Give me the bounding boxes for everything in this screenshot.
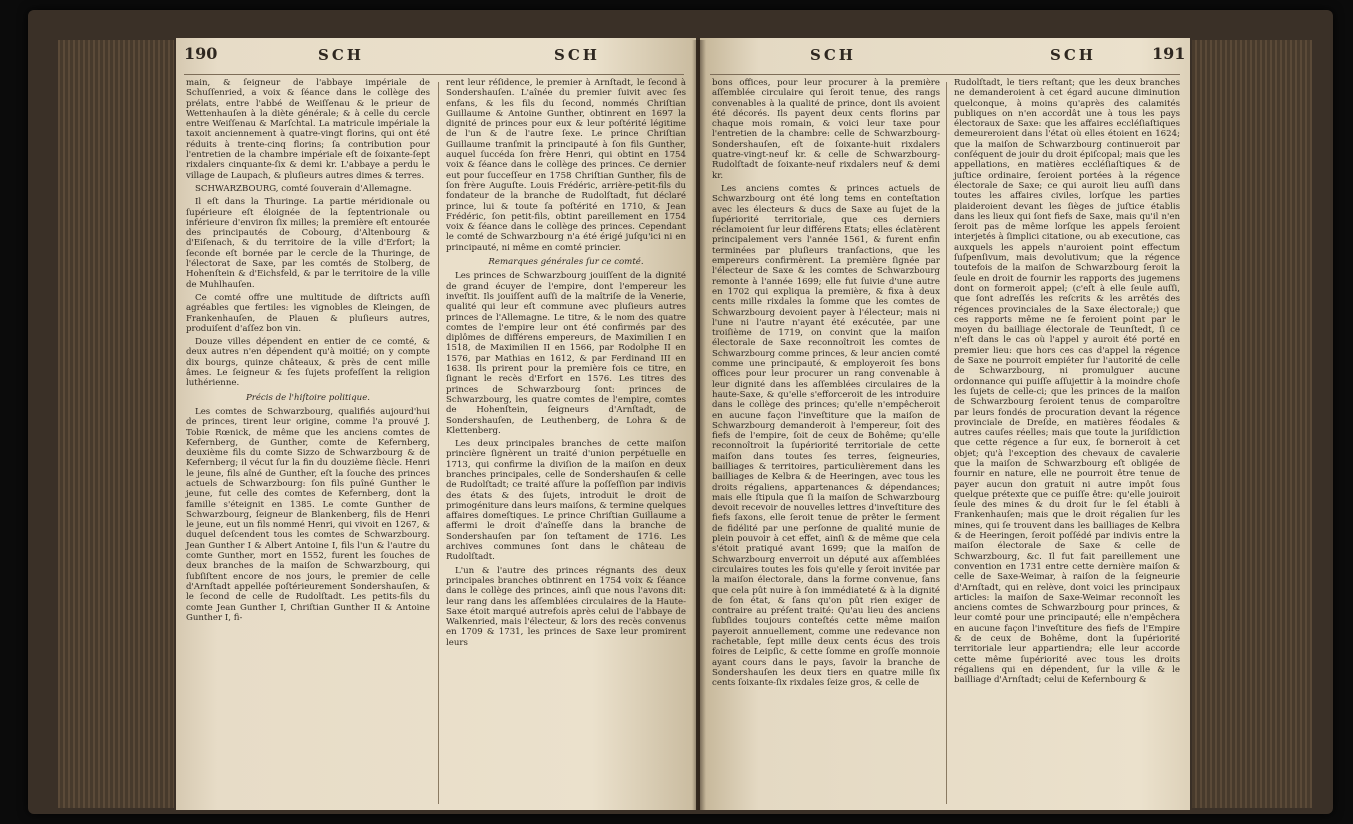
column-divider-right xyxy=(946,82,947,804)
paragraph: Douze villes dépendent en entier de ce comté, & deux autres n'en dépendent qu'à moitié; on y compte dix bourgs, quinze châteaux, & près de cent mille âmes. Le ſeigneur & ſes ſujets profeſſent la religion luthérienne. xyxy=(186,337,430,389)
paragraph: bons offices, pour leur procurer à la première aſſemblée circulaire qui ſeroit tenue, des rangs convenables à la qualité de prince, dont ils avoient été décorés. Ils payent deux cents florins par chaque mois romain, & voici leur taxe pour l'entretien de la chambre: celle de Schwarzbourg-Sondershauſen, eſt de ſoixante-huit rixdalers quatre-vingt-neuf kr. & celle de Schwarzbourg-Rudolſtadt de ſoixante-neuf rixdalers neuf & demi kr. xyxy=(712,78,940,181)
left-column-1 xyxy=(186,78,430,626)
paragraph: Il eſt dans la Thuringe. La partie méridionale ou ſupérieure eſt éloignée de la ſeptentrionale ou inférieure d'environ ſix milles; la première eſt entourée des principautés de Cobourg, d'Altenbourg & d'Eiſenach, & du territoire de la ville d'Erfort; la ſeconde eſt bornée par le cercle de la Thuringe, de l'électorat de Saxe, par les comtés de Stolberg, de Hohenſtein & d'Eichsfeld, & par le territoire de la ville de Muhlhauſen. xyxy=(186,197,430,290)
right-page-stack xyxy=(1192,40,1312,808)
column-divider-left xyxy=(438,82,439,804)
paragraph: Les comtes de Schwarzbourg, qualifiés aujourd'hui de princes, tirent leur origine, comme l'a prouvé J. Tobie Rœnick, de même que les anciens comtes de Kefernberg, de Gunther, comte de Kefernberg, deuxième fils du comte Sizzo de Schwarzbourg & de Kefernberg; il vécut ſur la fin du douzième ſiècle. Henri le jeune, fils aîné de Gunther, eſt la ſouche des princes actuels de Schwarzbourg: ſon fils puîné Gunther le jeune, fut celle des comtes de Kefernberg, dont la famille s'éteignit en 1385. Le comte Gunther de Schwarzbourg, ſeigneur de Blankenberg, fils de Henri le jeune, eut un fils nommé Henri, qui vivoit en 1267, & duquel deſcendent tous les comtes de Schwarzbourg. Jean Gunther I & Albert Antoine I, fils l'un & l'autre du comte Gunther, mort en 1552, furent les ſouches de deux branches de la maiſon de Schwarzbourg, qui ſubſiſtent encore de nos jours, le premier de celle d'Arnſtadt appellée poſtérieurement Sondershauſen, & le ſecond de celle de Rudolſtadt. Les petits-fils du comte Jean Gunther I, Chriſtian Gunther II & Antoine Gunther I, fi- xyxy=(186,406,430,623)
running-head-right-2: SCH xyxy=(1050,46,1096,64)
paragraph: Les anciens comtes & princes actuels de Schwarzbourg ont été long tems en conteſtation avec les électeurs & ducs de Saxe au ſujet de la ſupériorité territoriale, que ces derniers réclamoient ſur leur différens Etats; elles éclatèrent principalement vers l'année 1561, & furent enfin terminées par pluſieurs tranſactions, que les empereurs confirmèrent. La première ſignée par l'électeur de Saxe & les comtes de Schwarzbourg remonte à l'année 1699; elle fut ſuivie d'une autre en 1702 qui expliqua la première, & fixa à deux cents mille rixdales la ſomme que les comtes de Schwarzbourg devoient payer à l'électeur; mais ni l'une ni l'autre n'ayant été exécutée, par une troiſième de 1719, on convint que la maiſon électorale de Saxe reconnoîtroit les comtes de Schwarzbourg comme princes, & leur ancien comté comme une principauté, & employeroit ſes bons offices pour leur procurer un rang convenable à leur dignité dans les aſſemblées circulaires de la haute-Saxe, & qu'elle s'efforceroit de les introduire dans le collège des princes; qu'elle n'empêcheroit en aucune façon l'inveſtiture que la maiſon de Schwarzbourg demanderoit à l'empereur, ſoit des fiefs de l'empire, ſoit de ceux de Bohême; qu'elle reconnoîtroit la ſupériorité territoriale de cette maiſon dans toutes ſes terres, ſeigneuries, bailliages & territoires, particulièrement dans les bailliages de Kelbra & de Heeringen, avec tous les droits régaliens, appartenances & dépendances; mais elle ſtipula que ſi la maiſon de Schwarzbourg devoit recevoir de nouvelles lettres d'inveſtiture des fiefs ſaxons, elle ſeroit tenue de prêter le ſerment de fidélité par une perſonne de qualité munie de plein pouvoir à cet effet, ainſi & de même que cela s'étoit pratiqué avant 1699; que la maiſon de Schwarzbourg enverroit un député aux aſſemblées circulaires toutes les fois qu'elle y ſeroit invitée par la maiſon électorale, dans la forme convenue, ſans que cela pût nuire à ſon immédiateté & à la dignité de ſon état, & ſans qu'on pût rien exiger de contraire au préſent traité: Qu'au lieu des anciens ſubſides toujours conteſtés cette même maiſon payeroit annuellement, comme une redevance non rachetable, ſept mille deux cents écus des trois foires de Leipſic, & cette ſomme en groſſe monnoie ayant cours dans le pays, ſavoir la branche de Sondershauſen les deux tiers en quatre mille ſix cents ſoixante-ſix rixdales ſeize gros, & celle de xyxy=(712,183,940,689)
open-book xyxy=(28,10,1333,814)
left-page-stack xyxy=(58,40,174,808)
page-number-right: 191 xyxy=(1152,44,1186,63)
section-subtitle: Précis de l'hiſtoire politique. xyxy=(245,392,371,403)
running-head-right-1: SCH xyxy=(810,46,856,64)
running-head-left-2: SCH xyxy=(554,46,600,64)
page-number-left: 190 xyxy=(184,44,218,63)
paragraph: rent leur réſidence, le premier à Arnſtadt, le ſecond à Sondershauſen. L'aînée du premier ſuivit avec ſes enfans, & les fils du ſecond, nommés Chriſtian Guillaume & Antoine Gunther, obtinrent en 1697 la dignité de princes pour eux & leur poſtérité légitime de l'un & de l'autre ſexe. Le prince Chriſtian Guillaume tranſmit la principauté à ſon fils Gunther, auquel ſuccéda ſon frère Henri, qui obtint en 1754 voix & ſéance dans le collège des princes. Ce dernier eut pour ſucceſſeur en 1758 Chriſtian Gunther, fils de ſon frère Auguſte. Louis Frédéric, arrière-petit-fils du fondateur de la branche de Rudolſtadt, fut déclaré prince, lui & toute ſa poſtérité en 1710, & Jean Frédéric, ſon petit-fils, obtint pareillement en 1754 voix & ſéance dans le collège des princes. Cependant le comté de Schwarzbourg n'a été érigé juſqu'ici ni en principauté, ni même en comté princier. xyxy=(446,78,686,253)
left-column-2 xyxy=(446,78,686,651)
running-head-left-1: SCH xyxy=(318,46,364,64)
right-column-2 xyxy=(954,78,1180,689)
right-page xyxy=(700,38,1190,810)
section-title: SCHWARZBOURG, comté ſouverain d'Allemagne. xyxy=(195,183,412,194)
paragraph: Ce comté offre une multitude de diſtricts auſſi agréables que fertiles: les vignobles de Kleingen, de Frankenhauſen, de Plauen & pluſieurs autres, produiſent d'aſſez bon vin. xyxy=(186,292,430,334)
book-gutter xyxy=(692,40,706,810)
paragraph: Rudolſtadt, le tiers reſtant; que les deux branches ne demanderoient à cet égard aucune diminution quelconque, à moins qu'après des calamités publiques on n'en accordât une à tous les pays électoraux de Saxe: que les affaires eccléſiaſtiques demeureroient dans l'état où elles étoient en 1624; que la maiſon de Schwarzbourg continueroit par conſéquent de jouir du droit épiſcopal; mais que les appellations, en matières eccléſiaſtiques & de juſtice ordinaire, ſeroient portées à la régence électorale de Saxe; ce qui auroit lieu auſſi dans toutes les affaires civiles, lorſque les parties plaideroient devant les ſièges de juſtice établis dans les lieux qui ſont fiefs de Saxe, mais qu'il n'en ſeroit pas de même lorſque les appels ſeroient interjetés à ſimplici citatione, ou ab executione, cas auxquels les appels n'auroient point effectum ſuſpenſivum, mais devolutivum; que la régence toutefois de la maiſon de Schwarzbourg ſeroit la ſeule en droit de fournir les rapports des jugemens dont on formeroit appel; (c'eſt à elle ſeule auſſi, que ſont adreſſés les reſcrits & les arrêtés des régences provinciales de la Saxe électorale;) que ces rapports même ne ſe feroient point par le moyen du bailliage électorale de Teunſtedt, ſi ce n'eſt dans le cas où l'appel y auroit été porté en premier lieu: que hors ces cas d'appel la régence de Saxe ne pourroit empiéter ſur l'autorité de celle de Schwarzbourg, ni promulguer aucune ordonnance qui puiſſe aſſujettir à la moindre choſe les ſujets de celle-ci; que les princes de la maiſon de Schwarzbourg ſeroient tenus de comparoître par leurs fondés de procuration devant la régence provinciale de Dreſde, en matières féodales & autres cauſes réelles; mais que toute la juriſdiction que cette régence a ſur eux, ſe borneroit à cet objet; qu'à l'exception des chevaux de cavalerie que la maiſon de Schwarzbourg eſt obligée de fournir en nature, elle ne pourroit être tenue de payer aucun don gratuit ni autre impôt ſous quelque prétexte que ce puiſſe être: qu'elle jouiroit ſeule des mines & du droit ſur le ſel établi à Frankenhauſen; mais que le droit régalien ſur les mines, qui ſe trouvent dans les bailliages de Kelbra & de Heeringen, ſeroit poſſédé par indivis entre la maiſon électorale de Saxe & celle de Schwarzbourg, &c. Il fut fait pareillement une convention en 1731 entre cette dernière maiſon & celle de Saxe-Weimar, à raiſon de la ſeigneurie d'Arnſtadt, qui en relève, dont voici les principaux articles: la maiſon de Saxe-Weimar reconnoît les anciens comtes de Schwarzbourg pour princes, & leur comté pour une principauté; elle n'empêchera en aucune façon l'inveſtiture des fiefs de l'Empire & de ceux de Bohême, dont la ſupériorité territoriale leur appartiendra; elle leur accorde cette même ſupériorité avec tous les droits régaliens qui en dépendent, ſur la ville & le bailliage d'Arnſtadt; celui de Kefernbourg & xyxy=(954,78,1180,686)
paragraph: Les princes de Schwarzbourg jouiſſent de la dignité de grand écuyer de l'empire, dont l'empereur les inveſtit. Ils jouiſſent auſſi de la maîtriſe de la Venerie, qualité qui leur eſt commune avec pluſieurs autres princes de l'Allemagne. Le titre, & le nom des quatre comtes de l'empire leur ont été confirmés par des diplômes de différens empereurs, de Maximilien I en 1518, de Maximilien II en 1566, par Rodolphe II en 1576, par Mathias en 1612, & par Ferdinand III en 1638. Ils prirent pour la première fois ce titre, en ſignant le recès d'Erfort en 1576. Les titres des princes de Schwarzbourg ſont: princes de Schwarzbourg, les quatre comtes de l'empire, comtes de Hohenſtein, ſeigneurs d'Arnſtadt, de Sondershauſen, de Leuthenberg, de Lohra & de Klettenberg. xyxy=(446,271,686,436)
section-subtitle: Remarques générales ſur ce comté. xyxy=(488,257,644,268)
paragraph: L'un & l'autre des princes régnants des deux principales branches obtinrent en 1754 voix & ſéance dans le collège des princes, ainſi que nous l'avons dit: leur rang dans les aſſemblées circulaires de la Haute-Saxe étoit marqué autrefois après celui de l'abbaye de Walkenried, mais l'électeur, & lors des recès convenus en 1709 & 1731, les princes de Saxe leur promirent leurs xyxy=(446,565,686,648)
paragraph: Les deux principales branches de cette maiſon princière ſignèrent un traité d'union perpétuelle en 1713, qui confirme la diviſion de la maiſon en deux branches principales, celle de Sondershauſen & celle de Rudolſtadt; ce traité aſſure la poſſeſſion par indivis des états & des ſujets, introduit le droit de primogéniture dans leurs maiſons, & termine quelques affaires domeſtiques. Le prince Chriſtian Guillaume a affermi le droit d'aîneſſe dans la branche de Sondershauſen par ſon teſtament de 1716. Les archives communes ſont dans le château de Rudolſtadt. xyxy=(446,439,686,563)
header-rule-left xyxy=(184,74,684,75)
left-page xyxy=(176,38,696,810)
header-rule-right xyxy=(710,74,1180,75)
right-column-1 xyxy=(712,78,940,692)
paragraph: main, & ſeigneur de l'abbaye impériale de Schuſſenried, a voix & ſéance dans le collège des prélats, entre l'abbé de Weiſſenau & le prieur de Wettenhauſen à la diète générale; & à celle du cercle entre Weiſſenau & Marſchtal. La matricule impériale la taxoit anciennement à quatre-vingt florins, qui ont été réduits à trente-cinq florins; ſa contribution pour l'entretien de la chambre impériale eſt de ſoixante-ſept rixdalers cinquante-ſix & demi kr. L'abbaye a perdu le village de Laupach, & pluſieurs autres dimes & terres. xyxy=(186,78,430,181)
